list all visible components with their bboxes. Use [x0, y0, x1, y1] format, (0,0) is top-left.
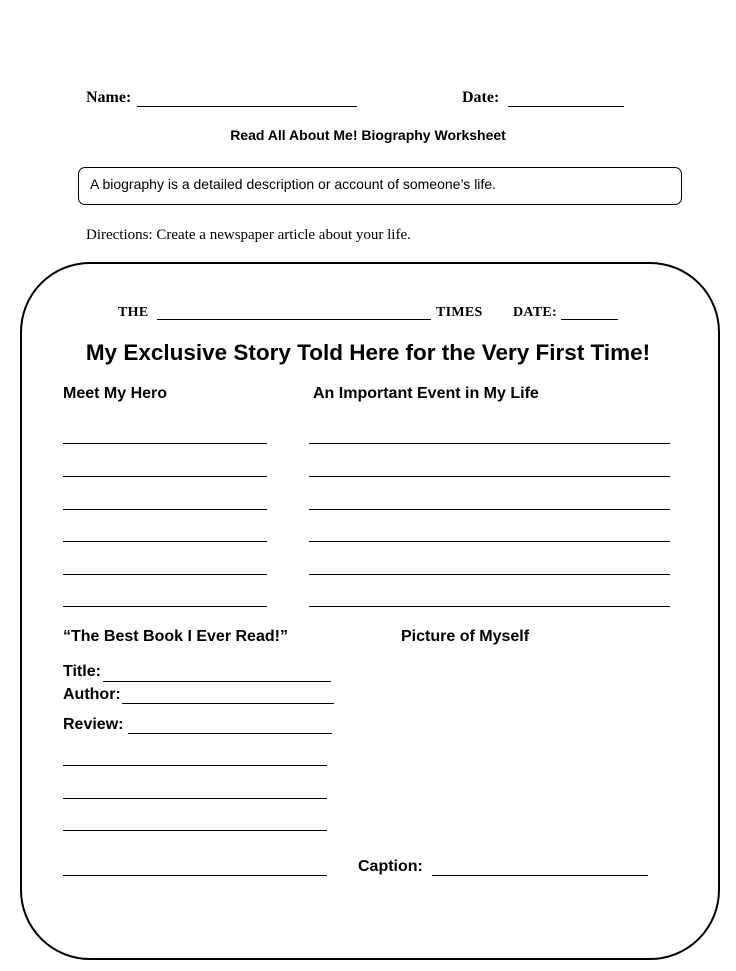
newspaper-frame	[20, 262, 720, 960]
masthead-times: TIMES	[436, 305, 483, 320]
picture-heading: Picture of Myself	[401, 628, 530, 645]
review-label: Review:	[63, 716, 124, 733]
author-label: Author:	[63, 686, 121, 703]
date-field-line[interactable]	[508, 106, 624, 107]
hero-line[interactable]	[63, 509, 267, 510]
review-line[interactable]	[63, 830, 327, 831]
review-line[interactable]	[63, 875, 327, 876]
event-line[interactable]	[309, 606, 670, 607]
hero-line[interactable]	[63, 606, 267, 607]
review-line[interactable]	[63, 798, 327, 799]
caption-label: Caption:	[358, 858, 423, 875]
worksheet-title: Read All About Me! Biography Worksheet	[230, 127, 506, 143]
book-heading: “The Best Book I Ever Read!”	[63, 628, 288, 645]
masthead-date: DATE:	[513, 305, 558, 320]
event-line[interactable]	[309, 541, 670, 542]
headline: My Exclusive Story Told Here for the Very First Time!	[85, 340, 651, 365]
hero-line[interactable]	[63, 541, 267, 542]
date-label: Date:	[462, 89, 500, 106]
event-line[interactable]	[309, 476, 670, 477]
event-line[interactable]	[309, 443, 670, 444]
title-label: Title:	[63, 663, 101, 680]
masthead-the: THE	[118, 305, 149, 320]
title-field-line[interactable]	[103, 681, 331, 682]
hero-line[interactable]	[63, 443, 267, 444]
newspaper-name-line[interactable]	[157, 319, 431, 320]
hero-heading: Meet My Hero	[63, 385, 168, 402]
hero-line[interactable]	[63, 574, 267, 575]
hero-line[interactable]	[63, 476, 267, 477]
event-line[interactable]	[309, 574, 670, 575]
name-label: Name:	[86, 89, 132, 106]
directions-text: Directions: Create a newspaper article about your life.	[86, 227, 411, 243]
author-field-line[interactable]	[122, 703, 334, 704]
event-heading: An Important Event in My Life	[313, 385, 539, 402]
review-field-line[interactable]	[128, 733, 332, 734]
caption-field-line[interactable]	[432, 875, 648, 876]
definition-text: A biography is a detailed description or account of someone’s life.	[90, 176, 496, 192]
name-field-line[interactable]	[137, 106, 357, 107]
event-line[interactable]	[309, 509, 670, 510]
review-line[interactable]	[63, 765, 327, 766]
masthead-date-line[interactable]	[561, 319, 618, 320]
